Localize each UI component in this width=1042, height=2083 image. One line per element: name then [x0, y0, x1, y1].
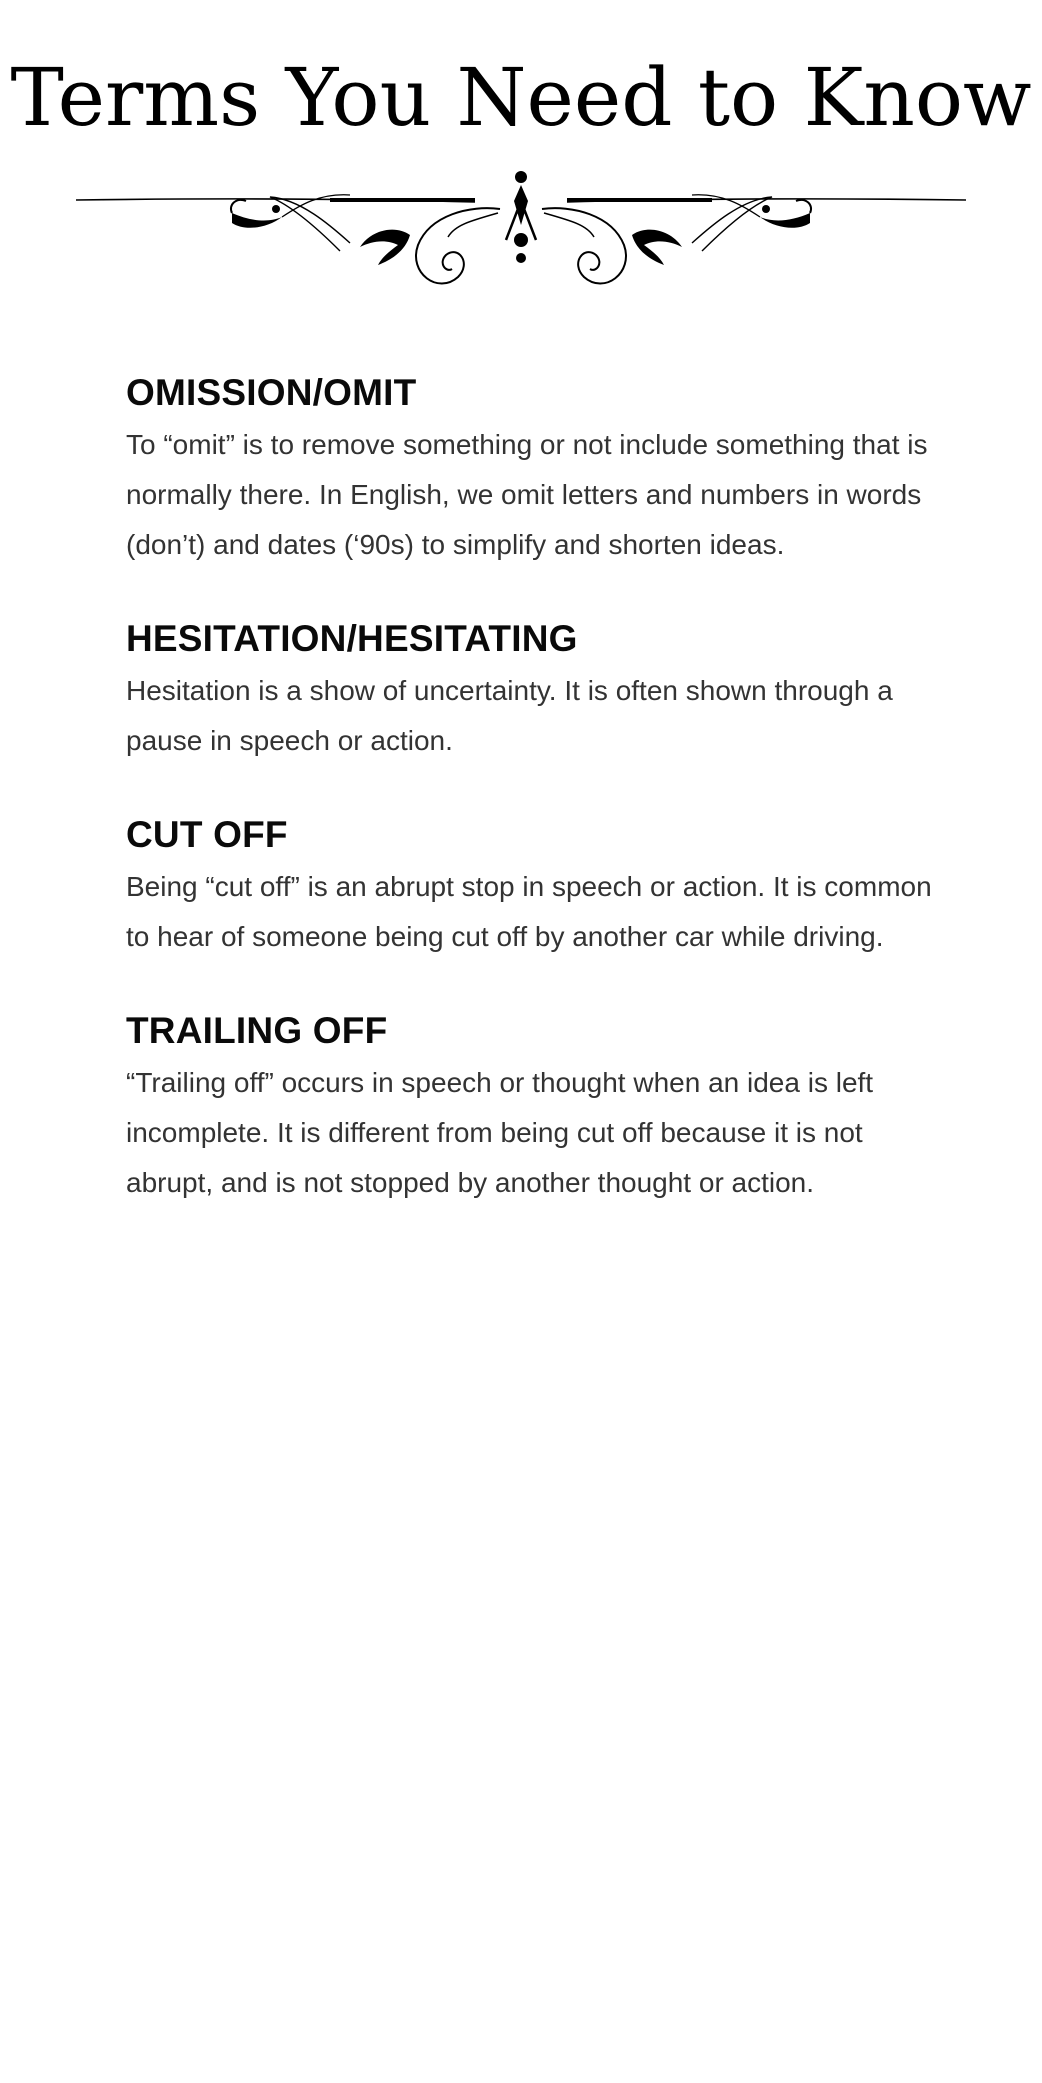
- term-hesitation: [126, 618, 946, 766]
- term-omission: [126, 372, 946, 570]
- term-definition: Being “cut off” is an abrupt stop in speech or action. It is common to hear of someone being cut off by another car while driving.: [126, 871, 932, 952]
- term-cut-off: [126, 814, 946, 962]
- term-definition: “Trailing off” occurs in speech or thought when an idea is left incomplete. It is different from being cut off because it is not abrupt, and is not stopped by another thought or action.: [126, 1067, 874, 1198]
- term-definition: To “omit” is to remove something or not include something that is normally there. In English, we omit letters and numbers in words (don’t) and dates (‘90s) to simplify and shorten ideas.: [126, 429, 928, 560]
- term-trailing-off: [126, 1010, 946, 1208]
- term-definition: Hesitation is a show of uncertainty. It is often shown through a pause in speech or action.: [126, 675, 893, 756]
- page-title: Terms You Need to Know: [10, 51, 1032, 144]
- term-heading: HESITATION/HESITATING: [126, 618, 578, 659]
- flourish-divider-icon: [0, 165, 1042, 305]
- term-heading: CUT OFF: [126, 814, 288, 855]
- terms-list: [126, 372, 946, 1256]
- term-heading: OMISSION/OMIT: [126, 372, 417, 413]
- term-heading: TRAILING OFF: [126, 1010, 388, 1051]
